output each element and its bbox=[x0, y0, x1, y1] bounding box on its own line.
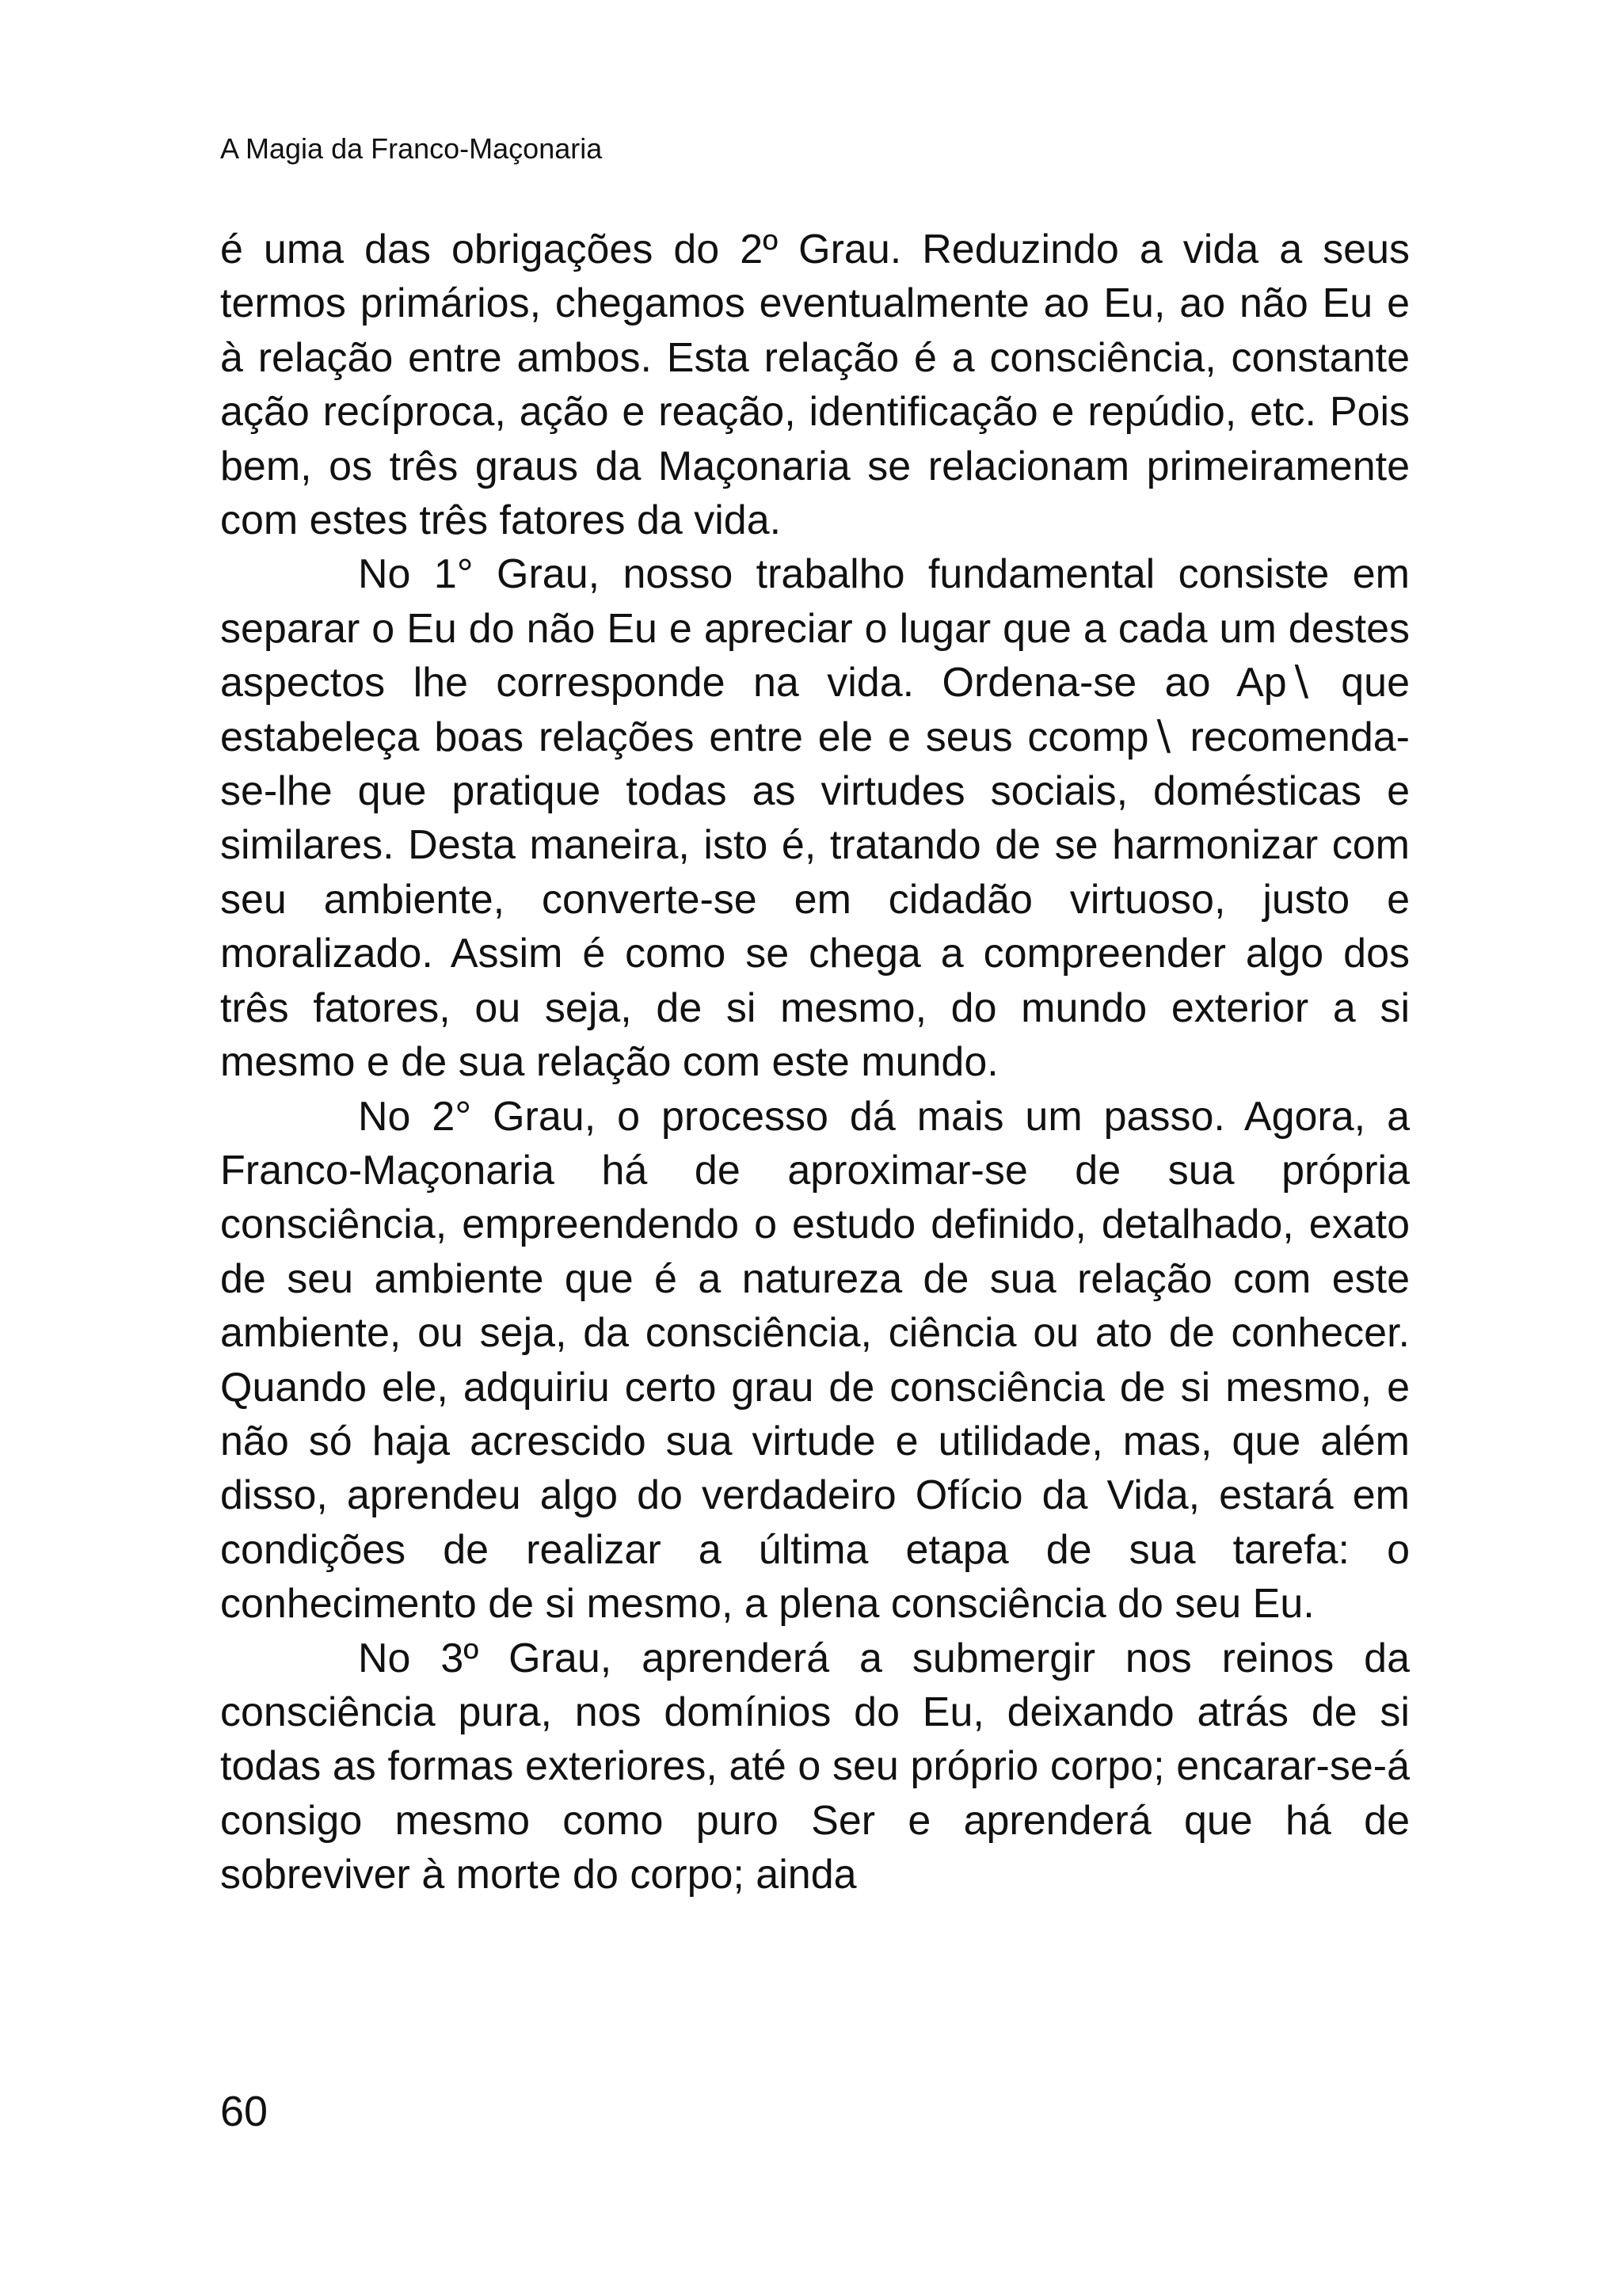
running-header: A Magia da Franco-Maçonaria bbox=[220, 132, 603, 165]
page-number: 60 bbox=[220, 2088, 268, 2135]
paragraph-first-degree: No 1° Grau, nosso trabalho fundamental consiste em separar o Eu do não Eu e apreciar o lugar que a cada um destes aspectos lhe corresponde na vida. Ordena-se ao Ap∖ que estabeleça boas relações entre ele e seus ccomp∖ recomenda-se-lhe que pratique todas as virtudes sociais, domésticas e similares. Desta maneira, isto é, tratando de se harmonizar com seu ambiente, converte-se em cidadão virtuoso, justo e moralizado. Assim é como se chega a compreender algo dos três fatores, ou seja, de si mesmo, do mundo exterior a si mesmo e de sua relação com este mundo. bbox=[220, 551, 1410, 1086]
paragraph-second-degree: No 2° Grau, o processo dá mais um passo. Agora, a Franco-Maçonaria há de aproximar-se de sua própria consciência, empreendendo o estudo definido, detalhado, exato de seu ambiente que é a natureza de sua relação com este ambiente, ou seja, da consciência, ciência ou ato de conhecer. Quando ele, adquiriu certo grau de consciência de si mesmo, e não só haja acrescido sua virtude e utilidade, mas, que além disso, aprendeu algo do verdadeiro Ofício da Vida, estará em condições de realizar a última etapa de sua tarefa: o conhecimento de si mesmo, a plena consciência do seu Eu. bbox=[220, 1093, 1410, 1628]
paragraph-continuation: é uma das obrigações do 2º Grau. Reduzindo a vida a seus termos primários, chegamos eventualmente ao Eu, ao não Eu e à relação entre ambos. Esta relação é a consciência, constante ação recíproca, ação e reação, identificação e repúdio, etc. Pois bem, os três graus da Maçonaria se relacionam primeiramente com estes três fatores da vida. bbox=[220, 227, 1410, 544]
body-text bbox=[220, 223, 1410, 1902]
paragraph-third-degree: No 3º Grau, aprenderá a submergir nos reinos da consciência pura, nos domínios do Eu, deixando atrás de si todas as formas exteriores, até o seu próprio corpo; encarar-se-á consigo mesmo como puro Ser e aprenderá que há de sobreviver à morte do corpo; ainda bbox=[220, 1635, 1410, 1898]
